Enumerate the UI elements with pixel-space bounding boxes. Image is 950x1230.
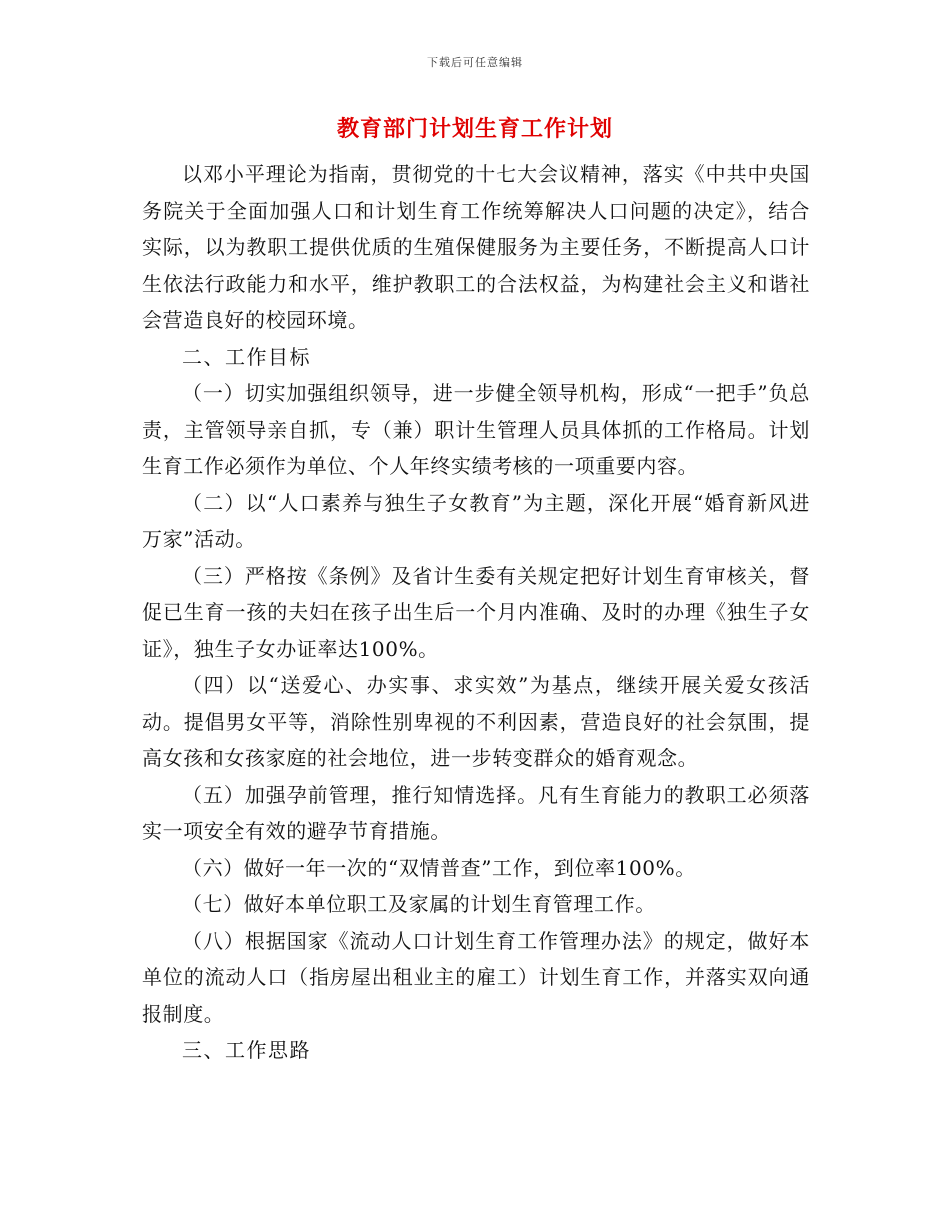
document-title: 教育部门计划生育工作计划	[336, 116, 613, 142]
paragraph-goal-4: （四）以“送爱心、办实事、求实效”为基点，继续开展关爱女孩活动。提倡男女平等，消除性别卑视的不利因素，营造良好的社会氛围，提高女孩和女孩家庭的社会地位，进一步转变群众的婚育观念。	[142, 673, 810, 770]
paragraph-intro: 以邓小平理论为指南，贯彻党的十七大会议精神，落实《中共中央国务院关于全面加强人口和计划生育工作统筹解决人口问题的决定》，结合实际，以为教职工提供优质的生殖保健服务为主要任务，不断提高人口计生依法行政能力和水平，维护教职工的合法权益，为构建社会主义和谐社会营造良好的校园环境。	[142, 162, 810, 332]
paragraph-goal-1: （一）切实加强组织领导，进一步健全领导机构，形成“一把手”负总责，主管领导亲自抓，专（兼）职计生管理人员具体抓的工作格局。计划生育工作必须作为单位、个人年终实绩考核的一项重要内容。	[142, 381, 810, 478]
paragraph-goal-2: （二）以“人口素养与独生子女教育”为主题，深化开展“婚育新风进万家”活动。	[142, 490, 810, 551]
section-heading-approach: 三、工作思路	[182, 1038, 311, 1062]
paragraph-goal-8: （八）根据国家《流动人口计划生育工作管理办法》的规定，做好本单位的流动人口（指房屋出租业主的雇工）计划生育工作，并落实双向通报制度。	[142, 928, 810, 1026]
paragraph-goal-7: （七）做好本单位职工及家属的计划生育管理工作。	[182, 892, 656, 916]
document-body	[142, 156, 810, 1069]
paragraph-goal-6: （六）做好一年一次的“双情普查”工作，到位率100%。	[182, 855, 696, 880]
section-heading-goals: 二、工作目标	[182, 344, 311, 369]
page-header-note: 下载后可任意编辑	[427, 56, 523, 69]
paragraph-goal-5: （五）加强孕前管理，推行知情选择。凡有生育能力的教职工必须落实一项安全有效的避孕节育措施。	[142, 782, 810, 843]
paragraph-goal-3: （三）严格按《条例》及省计生委有关规定把好计划生育审核关，督促已生育一孩的夫妇在孩子出生后一个月内准确、及时的办理《独生子女证》，独生子女办证率达100%。	[142, 563, 810, 661]
